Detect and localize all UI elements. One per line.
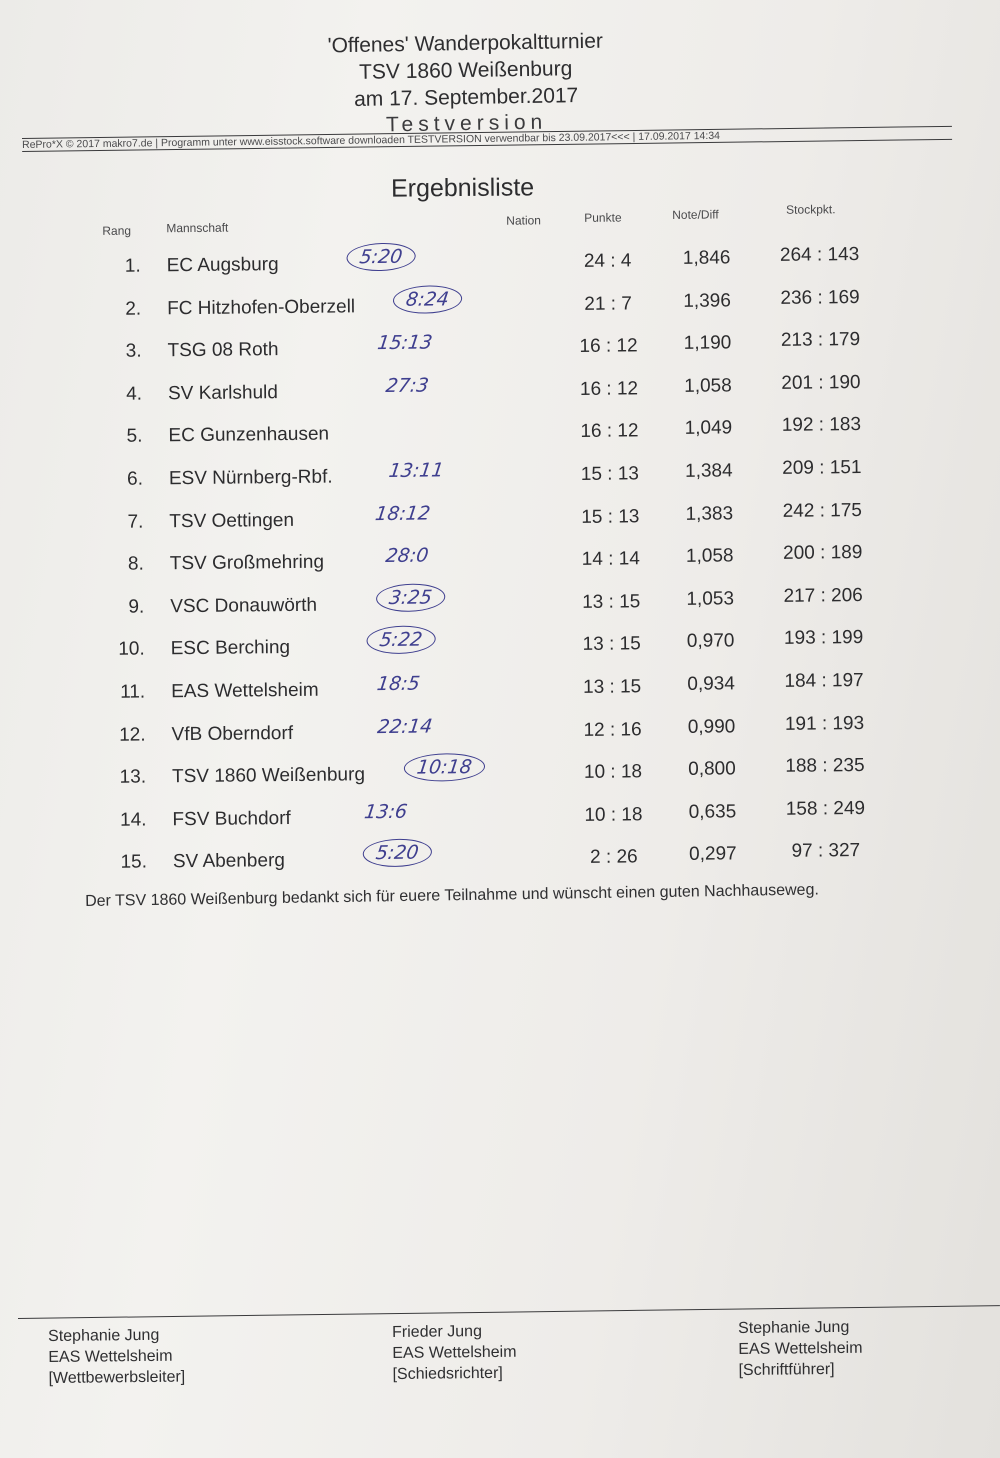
signature-club: EAS Wettelsheim (392, 1343, 517, 1362)
signature-club: EAS Wettelsheim (48, 1347, 173, 1366)
page-title: Ergebnisliste (390, 173, 535, 203)
signature-role: [Wettbewerbsleiter] (48, 1368, 186, 1387)
stock-points-cell: 209 : 151 (782, 456, 862, 479)
points-cell: 10 : 18 (584, 804, 643, 826)
note-diff-cell: 1,383 (685, 502, 734, 525)
rank-cell: 4. (126, 383, 143, 405)
rank-cell: 9. (128, 596, 145, 618)
column-header-note: Note/Diff (672, 207, 719, 222)
team-name-cell: TSG 08 Roth (167, 339, 279, 362)
rank-cell: 2. (125, 298, 142, 320)
signature-block-left (48, 1325, 185, 1389)
host-club: TSV 1860 Weißenburg (358, 57, 573, 84)
note-diff-cell: 1,396 (683, 289, 731, 312)
rank-cell: 7. (127, 511, 144, 533)
column-header-mannschaft: Mannschaft (166, 220, 229, 236)
signature-name: Frieder Jung (392, 1323, 483, 1341)
signature-role: [Schiedsrichter] (392, 1364, 503, 1383)
handwritten-score-annotation: 22:14 (376, 715, 434, 738)
handwritten-score-annotation: 28:0 (384, 544, 430, 568)
stock-points-cell: 242 : 175 (782, 499, 863, 522)
team-name-cell: TSV Großmehring (169, 551, 325, 575)
signature-club: EAS Wettelsheim (738, 1339, 863, 1358)
note-diff-cell: 1,190 (683, 332, 732, 355)
rank-cell: 11. (120, 681, 146, 703)
team-name-cell: TSV Oettingen (169, 509, 295, 532)
column-header-stockpunkte: Stockpkt. (786, 202, 836, 217)
document-header (0, 22, 932, 144)
handwritten-score-annotation: 13:6 (362, 800, 409, 824)
handwritten-score-annotation: 10:18 (402, 753, 486, 782)
points-cell: 24 : 4 (583, 250, 632, 272)
points-cell: 15 : 13 (581, 505, 640, 528)
stock-points-cell: 264 : 143 (779, 244, 860, 266)
note-diff-cell: 1,846 (682, 247, 731, 269)
column-header-punkte: Punkte (584, 210, 622, 225)
note-diff-cell: 0,934 (687, 673, 735, 695)
team-name-cell: VfB Oberndorf (171, 722, 294, 745)
rank-cell: 1. (124, 255, 141, 277)
handwritten-score-annotation: 5:20 (345, 243, 417, 272)
event-date: am 17. September.2017 (353, 84, 579, 111)
column-header-nation: Nation (506, 213, 541, 228)
team-name-cell: EC Augsburg (166, 254, 279, 277)
points-cell: 14 : 14 (581, 548, 640, 571)
handwritten-score-annotation: 18:12 (373, 502, 432, 525)
handwritten-score-annotation: 27:3 (384, 374, 431, 397)
note-diff-cell: 0,990 (687, 715, 736, 738)
stock-points-cell: 236 : 169 (780, 286, 860, 309)
team-name-cell: VSC Donauwörth (170, 594, 318, 618)
points-cell: 16 : 12 (579, 335, 638, 358)
team-name-cell: FSV Buchdorf (172, 807, 291, 831)
handwritten-score-annotation: 15:13 (376, 331, 434, 355)
team-name-cell: ESV Nürnberg-Rbf. (168, 466, 333, 490)
stock-points-cell: 200 : 189 (783, 542, 863, 565)
note-diff-cell: 1,049 (684, 417, 733, 440)
team-name-cell: SV Abenberg (172, 850, 286, 873)
team-name-cell: ESC Berching (170, 637, 291, 660)
note-diff-cell: 1,053 (686, 588, 735, 610)
team-name-cell: EAS Wettelsheim (171, 679, 319, 703)
stock-points-cell: 158 : 249 (785, 797, 866, 820)
stock-points-cell: 184 : 197 (784, 669, 864, 692)
signature-block-right (738, 1317, 863, 1381)
signature-name: Stephanie Jung (738, 1318, 850, 1337)
points-cell: 2 : 26 (590, 846, 638, 869)
rank-cell: 12. (119, 724, 146, 746)
points-cell: 13 : 15 (582, 676, 642, 698)
column-header-rang: Rang (102, 223, 132, 238)
signature-name: Stephanie Jung (48, 1326, 160, 1345)
team-name-cell: EC Gunzenhausen (168, 423, 330, 447)
handwritten-score-annotation: 5:22 (365, 626, 437, 655)
rank-cell: 5. (126, 425, 143, 448)
tournament-title: 'Offenes' Wanderpokaltturnier (327, 29, 604, 58)
rank-cell: 15. (120, 851, 148, 874)
stock-points-cell: 217 : 206 (783, 584, 863, 607)
points-cell: 13 : 15 (582, 633, 641, 656)
points-cell: 16 : 12 (579, 378, 639, 400)
handwritten-score-annotation: 8:24 (391, 285, 463, 314)
note-diff-cell: 1,384 (684, 460, 733, 482)
test-version-label: Testversion (385, 110, 548, 137)
points-cell: 21 : 7 (584, 292, 632, 315)
team-name-cell: TSV 1860 Weißenburg (171, 764, 366, 788)
note-diff-cell: 0,297 (688, 843, 737, 866)
stock-points-cell: 193 : 199 (783, 627, 864, 650)
signature-block-center (392, 1321, 517, 1385)
handwritten-score-annotation: 13:11 (387, 459, 446, 482)
note-diff-cell: 1,058 (684, 375, 732, 397)
points-cell: 13 : 15 (582, 591, 641, 613)
rank-cell: 8. (127, 553, 144, 575)
handwritten-score-annotation: 3:25 (374, 583, 446, 612)
stock-points-cell: 97 : 327 (791, 840, 861, 863)
points-cell: 16 : 12 (580, 420, 639, 443)
rank-cell: 3. (125, 340, 142, 362)
note-diff-cell: 0,800 (688, 758, 736, 781)
rank-cell: 13. (119, 766, 147, 788)
stock-points-cell: 191 : 193 (784, 712, 865, 735)
team-name-cell: SV Karlshuld (167, 381, 278, 405)
rank-cell: 14. (119, 809, 147, 831)
stock-points-cell: 213 : 179 (780, 329, 861, 352)
note-diff-cell: 1,058 (685, 545, 734, 568)
stock-points-cell: 201 : 190 (781, 371, 861, 394)
rank-cell: 6. (126, 468, 144, 490)
handwritten-score-annotation: 5:20 (361, 839, 433, 868)
signature-role: [Schriftführer] (738, 1360, 835, 1379)
rank-cell: 10. (118, 638, 145, 661)
note-diff-cell: 0,635 (688, 801, 737, 823)
points-cell: 12 : 16 (583, 718, 642, 741)
note-diff-cell: 0,970 (686, 630, 735, 653)
table-row (103, 832, 933, 883)
stock-points-cell: 192 : 183 (781, 414, 862, 437)
handwritten-score-annotation: 18:5 (375, 672, 422, 696)
closing-message: Der TSV 1860 Weißenburg bedankt sich für euere Teilnahme und wünscht einen guten Nachhauseweg. (85, 881, 819, 910)
points-cell: 15 : 13 (580, 463, 640, 485)
software-meta-text: RePro*X © 2017 makro7.de | Programm unter www.eisstock.software downloaden TESTVERSION verwendbar bis 23.09.2017<<< | 17.09.2017 14:34 (22, 129, 721, 151)
stock-points-cell: 188 : 235 (785, 755, 865, 777)
points-cell: 10 : 18 (583, 761, 643, 784)
team-name-cell: FC Hitzhofen-Oberzell (167, 295, 356, 319)
results-table (96, 191, 933, 874)
